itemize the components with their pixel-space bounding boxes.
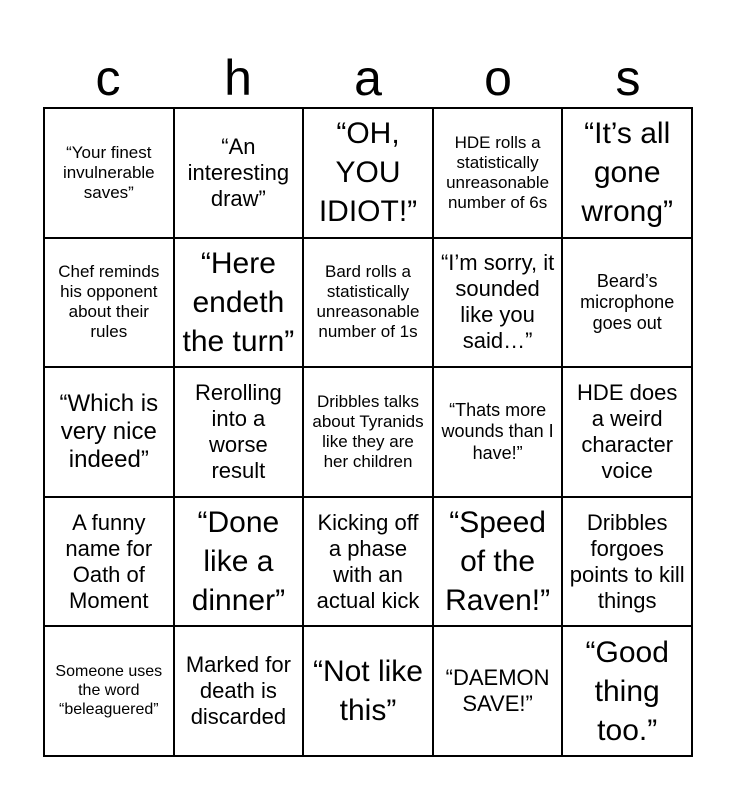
bingo-cell[interactable]: “An interesting draw” (174, 108, 304, 238)
bingo-cell[interactable]: “Here endeth the turn” (174, 238, 304, 368)
bingo-cell[interactable]: HDE does a weird character voice (562, 367, 692, 497)
bingo-cell[interactable]: Chef reminds his opponent about their rules (44, 238, 174, 368)
bingo-cell[interactable]: “Not like this” (303, 626, 433, 756)
bingo-cell[interactable]: “Thats more wounds than I have!” (433, 367, 563, 497)
bingo-cell[interactable]: “Speed of the Raven!” (433, 497, 563, 627)
bingo-cell[interactable]: “Which is very nice indeed” (44, 367, 174, 497)
title-letter-c: c (95, 50, 121, 106)
bingo-cell[interactable]: “Good thing too.” (562, 626, 692, 756)
bingo-cell[interactable]: Rerolling into a worse result (174, 367, 304, 497)
bingo-cell[interactable]: “Done like a dinner” (174, 497, 304, 627)
bingo-cell[interactable]: “I’m sorry, it sounded like you said…” (433, 238, 563, 368)
title-letter-a: a (354, 50, 382, 106)
bingo-board (43, 107, 693, 757)
bingo-cell[interactable]: Dribbles talks about Tyranids like they are her children (303, 367, 433, 497)
card-title (43, 48, 693, 108)
bingo-cell[interactable]: Bard rolls a statistically unreasonable number of 1s (303, 238, 433, 368)
bingo-cell[interactable]: Beard’s microphone goes out (562, 238, 692, 368)
bingo-cell[interactable]: “OH, YOU IDIOT!” (303, 108, 433, 238)
bingo-cell[interactable]: “It’s all gone wrong” (562, 108, 692, 238)
bingo-cell[interactable]: “Your finest invulnerable saves” (44, 108, 174, 238)
bingo-cell[interactable]: Marked for death is discarded (174, 626, 304, 756)
bingo-cell[interactable]: HDE rolls a statistically unreasonable number of 6s (433, 108, 563, 238)
bingo-cell[interactable]: Dribbles forgoes points to kill things (562, 497, 692, 627)
bingo-cell[interactable]: “DAEMON SAVE!” (433, 626, 563, 756)
title-letter-o: o (484, 50, 512, 106)
bingo-cell[interactable]: Someone uses the word “beleaguered” (44, 626, 174, 756)
bingo-cell[interactable]: Kicking off a phase with an actual kick (303, 497, 433, 627)
bingo-cell[interactable]: A funny name for Oath of Moment (44, 497, 174, 627)
title-letter-h: h (224, 50, 252, 106)
title-letter-s: s (615, 50, 641, 106)
